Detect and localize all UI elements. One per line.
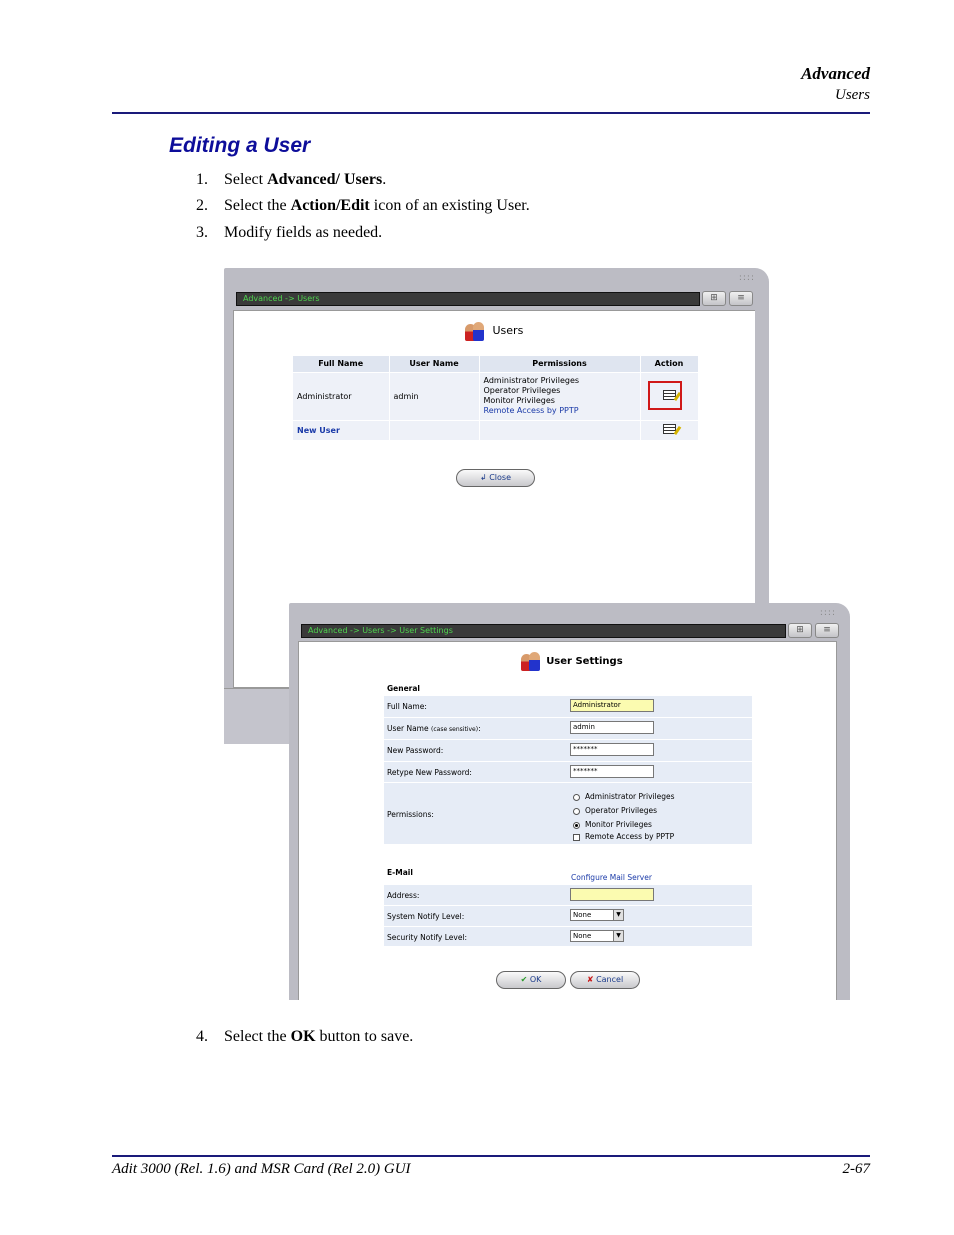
user-settings-heading bbox=[519, 650, 623, 672]
permission-item: Operator Privileges bbox=[483, 386, 561, 395]
system-notify-value: None bbox=[573, 911, 592, 919]
section-title: Editing a User bbox=[169, 134, 311, 157]
user-settings-title: User Settings bbox=[546, 656, 623, 667]
option-remote-label: Remote Access by PPTP bbox=[585, 832, 675, 841]
retype-password-label: Retype New Password: bbox=[387, 768, 472, 777]
step-text-end: button to save. bbox=[315, 1028, 414, 1045]
general-label: General bbox=[387, 684, 420, 693]
step-number: 4. bbox=[196, 1028, 208, 1045]
security-notify-label: Security Notify Level: bbox=[387, 933, 468, 942]
table-row bbox=[293, 372, 698, 420]
radio-operator[interactable] bbox=[573, 808, 580, 815]
col-full-name: Full Name bbox=[293, 356, 389, 372]
radio-monitor[interactable] bbox=[573, 822, 580, 829]
system-notify-select[interactable] bbox=[570, 909, 624, 921]
sitemap-icon[interactable]: ⊞ bbox=[788, 623, 812, 638]
step-4 bbox=[196, 1028, 413, 1046]
window-grip: :::: bbox=[819, 608, 836, 618]
breadcrumb-bar[interactable]: Advanced -> Users -> User Settings bbox=[301, 624, 786, 638]
page-number: 2-67 bbox=[842, 1161, 870, 1177]
email-label: E-Mail bbox=[387, 868, 413, 877]
system-notify-label: System Notify Level: bbox=[387, 912, 465, 921]
step-bold: Advanced/ Users bbox=[267, 171, 383, 188]
full-name-row bbox=[384, 696, 752, 718]
step-2 bbox=[196, 197, 530, 215]
retype-password-field[interactable]: ******* bbox=[570, 765, 654, 778]
option-operator-label: Operator Privileges bbox=[585, 806, 658, 815]
new-password-row bbox=[384, 740, 752, 762]
configure-mail-link[interactable]: Configure Mail Server bbox=[571, 873, 652, 882]
step-text-end: . bbox=[382, 171, 387, 188]
new-password-label: New Password: bbox=[387, 746, 444, 755]
col-action: Action bbox=[640, 356, 698, 372]
permission-item: Administrator Privileges bbox=[483, 376, 580, 385]
security-notify-select[interactable] bbox=[570, 930, 624, 942]
users-title: Users bbox=[492, 324, 524, 337]
permission-item: Monitor Privileges bbox=[483, 396, 555, 405]
close-button[interactable] bbox=[456, 469, 535, 487]
ok-label: OK bbox=[529, 975, 542, 984]
close-label: Close bbox=[489, 473, 512, 482]
security-notify-row bbox=[384, 927, 752, 947]
retype-password-row bbox=[384, 762, 752, 783]
cross-icon: ✘ bbox=[586, 975, 594, 984]
cell-empty bbox=[479, 420, 640, 440]
chapter-subtitle: Users bbox=[834, 87, 870, 103]
system-notify-row bbox=[384, 906, 752, 927]
new-password-field[interactable]: ******* bbox=[570, 743, 654, 756]
option-operator[interactable] bbox=[573, 804, 675, 818]
option-admin[interactable] bbox=[573, 790, 675, 804]
step-text: Select the bbox=[224, 1028, 291, 1045]
user-name-colon: : bbox=[478, 724, 481, 733]
list-icon[interactable]: ≡ bbox=[729, 291, 753, 306]
users-table-header bbox=[293, 356, 698, 372]
user-name-label-group bbox=[387, 724, 481, 733]
permission-options bbox=[573, 790, 675, 844]
permissions-row bbox=[384, 783, 752, 845]
window-grip: :::: bbox=[738, 273, 755, 283]
users-table bbox=[293, 356, 699, 440]
step-number: 3. bbox=[196, 224, 208, 241]
new-user-link[interactable]: New User bbox=[293, 420, 389, 440]
chevron-down-icon: ▼ bbox=[613, 931, 623, 941]
cell-user-name: admin bbox=[389, 372, 479, 420]
step-number: 2. bbox=[196, 197, 208, 214]
full-name-field[interactable]: Administrator bbox=[570, 699, 654, 712]
address-row bbox=[384, 885, 752, 906]
chevron-down-icon: ▼ bbox=[613, 910, 623, 920]
step-3 bbox=[196, 224, 382, 242]
users-icon bbox=[463, 320, 485, 342]
case-sensitive-note: (case sensitive) bbox=[431, 726, 479, 733]
step-text-end: icon of an existing User. bbox=[369, 197, 530, 214]
users-icon bbox=[519, 650, 541, 672]
col-permissions: Permissions bbox=[479, 356, 640, 372]
new-user-icon[interactable] bbox=[663, 424, 676, 434]
table-row bbox=[293, 420, 698, 440]
step-text: Select bbox=[224, 171, 268, 188]
users-heading bbox=[463, 320, 523, 342]
header-rule bbox=[112, 112, 870, 114]
step-text: Select the bbox=[224, 197, 291, 214]
step-bold: Action/Edit bbox=[290, 197, 370, 214]
list-icon[interactable]: ≡ bbox=[815, 623, 839, 638]
breadcrumb-bar[interactable]: Advanced -> Users bbox=[236, 292, 700, 306]
user-name-row bbox=[384, 718, 752, 740]
sitemap-icon[interactable]: ⊞ bbox=[702, 291, 726, 306]
cell-permissions bbox=[479, 372, 640, 420]
option-remote[interactable] bbox=[573, 830, 675, 844]
security-notify-value: None bbox=[573, 932, 592, 940]
full-name-label: Full Name: bbox=[387, 702, 427, 711]
permissions-label: Permissions: bbox=[387, 810, 434, 819]
cell-action bbox=[640, 420, 698, 440]
checkbox-remote[interactable] bbox=[573, 834, 580, 841]
check-icon: ✔ bbox=[520, 975, 528, 984]
cell-full-name: Administrator bbox=[293, 372, 389, 420]
user-name-field[interactable]: admin bbox=[570, 721, 654, 734]
footer-doc-title: Adit 3000 (Rel. 1.6) and MSR Card (Rel 2.0) GUI bbox=[112, 1161, 411, 1177]
window-frame-bottom bbox=[224, 688, 290, 744]
col-user-name: User Name bbox=[389, 356, 479, 372]
cancel-label: Cancel bbox=[596, 975, 624, 984]
step-bold: OK bbox=[290, 1028, 316, 1045]
chapter-title: Advanced bbox=[801, 64, 870, 83]
cell-empty bbox=[389, 420, 479, 440]
ok-button[interactable] bbox=[496, 971, 566, 989]
user-name-label: User Name bbox=[387, 724, 429, 733]
address-label: Address: bbox=[387, 891, 420, 900]
highlight-box bbox=[648, 381, 682, 410]
option-monitor-label: Monitor Privileges bbox=[585, 820, 652, 829]
cancel-button[interactable] bbox=[570, 971, 640, 989]
step-number: 1. bbox=[196, 171, 208, 188]
step-text: Modify fields as needed. bbox=[224, 224, 383, 241]
option-admin-label: Administrator Privileges bbox=[585, 792, 675, 801]
step-1 bbox=[196, 171, 386, 189]
radio-admin[interactable] bbox=[573, 794, 580, 801]
close-arrow-icon: ↲ bbox=[479, 473, 487, 482]
permission-link[interactable]: Remote Access by PPTP bbox=[483, 406, 579, 415]
address-field[interactable] bbox=[570, 888, 654, 901]
footer-rule bbox=[112, 1155, 870, 1157]
